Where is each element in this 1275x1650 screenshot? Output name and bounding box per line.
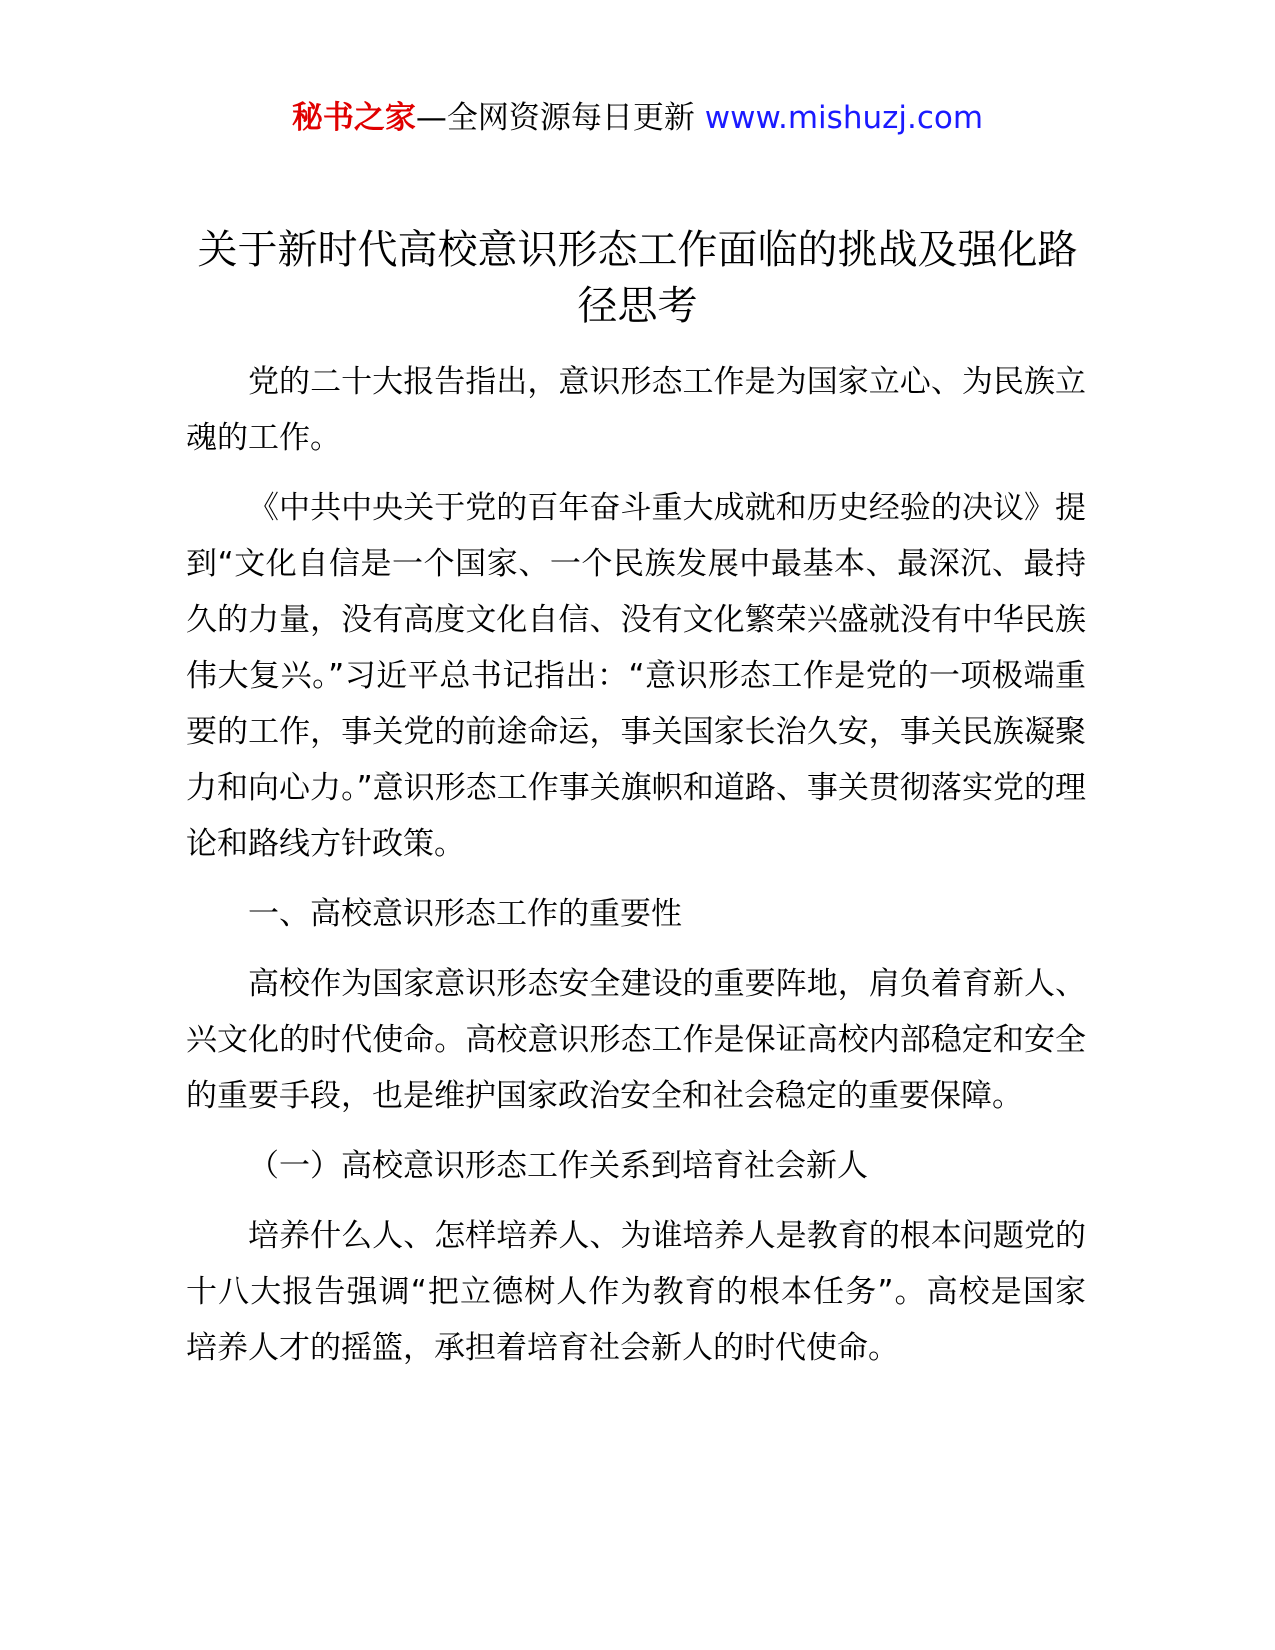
site-header <box>0 96 1275 140</box>
document-title: 关于新时代高校意识形态工作面临的挑战及强化路径思考 <box>197 227 1078 329</box>
site-tagline: —全网资源每日更新 <box>415 100 705 136</box>
paragraph-intro: 党的二十大报告指出，意识形态工作是为国家立心、为民族立魂的工作。 <box>186 364 1086 456</box>
document-body <box>186 354 1086 1390</box>
site-brand: 秘书之家 <box>291 100 416 136</box>
site-url-link[interactable]: www.mishuzj.com <box>704 100 984 136</box>
paragraph-resolution-quote: 《中共中央关于党的百年奋斗重大成就和历史经验的决议》提到“文化自信是一个国家、一个民族发展中最基本、最深沉、最持久的力量，没有高度文化自信、没有文化繁荣兴盛就没有中华民族伟大复兴。”习近平总书记指出：“意识形态工作是党的一项极端重要的工作，事关党的前途命运，事关国家长治久安，事关民族凝聚力和向心力。”意识形态工作事关旗帜和道路、事关贯彻落实党的理论和路线方针政策。 <box>186 490 1086 862</box>
subsection-heading-1-1: （一）高校意识形态工作关系到培育社会新人 <box>248 1148 868 1184</box>
section-heading-1: 一、高校意识形态工作的重要性 <box>248 896 682 932</box>
paragraph-education: 培养什么人、怎样培养人、为谁培养人是教育的根本问题党的十八大报告强调“把立德树人作为教育的根本任务”。高校是国家培养人才的摇篮，承担着培育社会新人的时代使命。 <box>186 1218 1086 1366</box>
paragraph-importance: 高校作为国家意识形态安全建设的重要阵地，肩负着育新人、兴文化的时代使命。高校意识形态工作是保证高校内部稳定和安全的重要手段，也是维护国家政治安全和社会稳定的重要保障。 <box>186 966 1086 1114</box>
